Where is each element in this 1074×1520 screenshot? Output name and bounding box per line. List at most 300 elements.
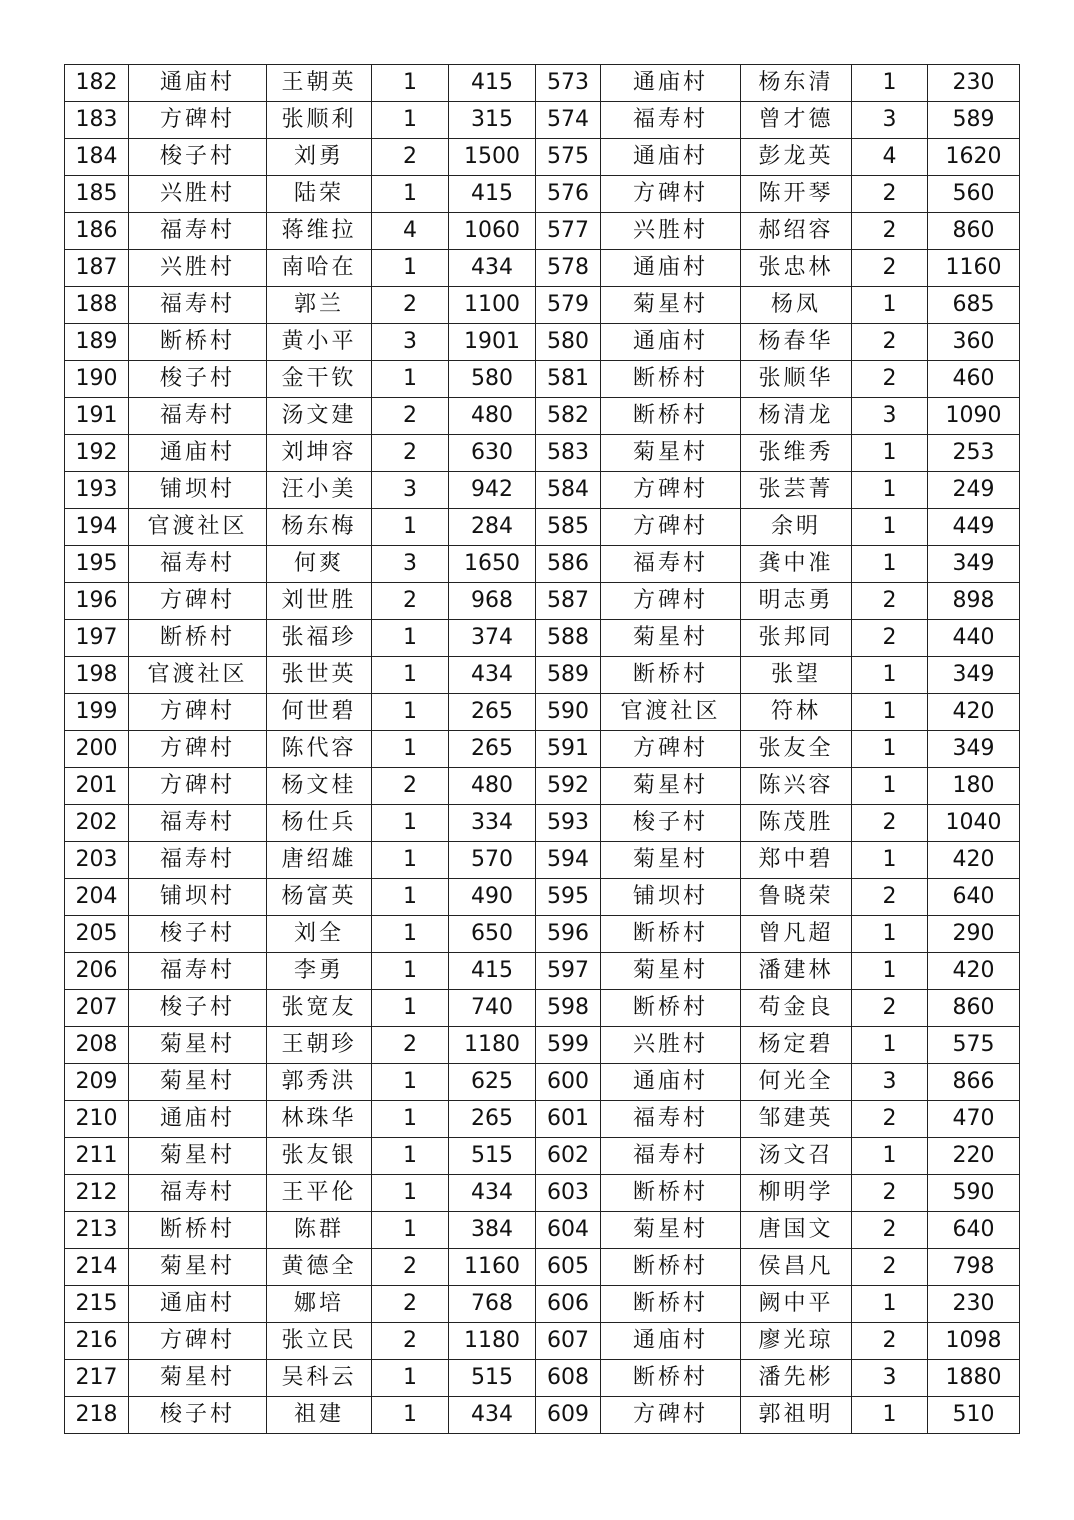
village-right-cell: 福寿村 <box>601 1101 741 1138</box>
name-right-cell: 郭祖明 <box>741 1397 852 1434</box>
name-left-cell: 陆荣 <box>267 176 372 213</box>
people-count-right-cell: 2 <box>852 1249 928 1286</box>
name-right-cell: 柳明学 <box>741 1175 852 1212</box>
village-right-cell: 福寿村 <box>601 102 741 139</box>
people-count-right-cell: 2 <box>852 250 928 287</box>
amount-right-cell: 420 <box>928 953 1020 990</box>
village-right-cell: 方碑村 <box>601 472 741 509</box>
name-right-cell: 张芸菁 <box>741 472 852 509</box>
village-left-cell: 梭子村 <box>129 990 267 1027</box>
people-count-right-cell: 2 <box>852 1101 928 1138</box>
village-right-cell: 通庙村 <box>601 139 741 176</box>
village-left-cell: 兴胜村 <box>129 250 267 287</box>
people-count-right-cell: 2 <box>852 620 928 657</box>
table-row <box>65 1175 1020 1212</box>
amount-right-cell: 249 <box>928 472 1020 509</box>
name-left-cell: 杨仕兵 <box>267 805 372 842</box>
amount-left-cell: 480 <box>449 768 536 805</box>
table-row <box>65 139 1020 176</box>
name-left-cell: 唐绍雄 <box>267 842 372 879</box>
people-count-left-cell: 1 <box>372 176 449 213</box>
village-right-cell: 断桥村 <box>601 1360 741 1397</box>
village-right-cell: 方碑村 <box>601 583 741 620</box>
people-count-right-cell: 1 <box>852 472 928 509</box>
village-left-cell: 断桥村 <box>129 620 267 657</box>
village-right-cell: 断桥村 <box>601 1249 741 1286</box>
name-left-cell: 祖建 <box>267 1397 372 1434</box>
serial-no-right-cell: 589 <box>536 657 601 694</box>
name-right-cell: 邹建英 <box>741 1101 852 1138</box>
amount-right-cell: 1040 <box>928 805 1020 842</box>
people-count-left-cell: 2 <box>372 1027 449 1064</box>
village-right-cell: 福寿村 <box>601 1138 741 1175</box>
name-right-cell: 余明 <box>741 509 852 546</box>
people-count-left-cell: 1 <box>372 250 449 287</box>
people-count-right-cell: 3 <box>852 1064 928 1101</box>
amount-left-cell: 1901 <box>449 324 536 361</box>
amount-left-cell: 265 <box>449 1101 536 1138</box>
name-left-cell: 何爽 <box>267 546 372 583</box>
name-left-cell: 郭秀洪 <box>267 1064 372 1101</box>
name-left-cell: 金干钦 <box>267 361 372 398</box>
name-left-cell: 吴科云 <box>267 1360 372 1397</box>
village-right-cell: 断桥村 <box>601 398 741 435</box>
amount-right-cell: 420 <box>928 694 1020 731</box>
table-row <box>65 1397 1020 1434</box>
name-left-cell: 汤文建 <box>267 398 372 435</box>
amount-left-cell: 515 <box>449 1138 536 1175</box>
village-left-cell: 兴胜村 <box>129 176 267 213</box>
name-right-cell: 符林 <box>741 694 852 731</box>
serial-no-right-cell: 600 <box>536 1064 601 1101</box>
serial-no-right-cell: 593 <box>536 805 601 842</box>
data-table <box>64 64 1020 1434</box>
name-right-cell: 唐国文 <box>741 1212 852 1249</box>
serial-no-right-cell: 582 <box>536 398 601 435</box>
village-left-cell: 官渡社区 <box>129 657 267 694</box>
village-right-cell: 方碑村 <box>601 1397 741 1434</box>
name-right-cell: 廖光琼 <box>741 1323 852 1360</box>
amount-left-cell: 415 <box>449 953 536 990</box>
people-count-left-cell: 2 <box>372 398 449 435</box>
village-left-cell: 铺坝村 <box>129 472 267 509</box>
village-right-cell: 菊星村 <box>601 953 741 990</box>
table-row <box>65 694 1020 731</box>
village-left-cell: 福寿村 <box>129 842 267 879</box>
people-count-left-cell: 3 <box>372 324 449 361</box>
amount-right-cell: 440 <box>928 620 1020 657</box>
table-row <box>65 361 1020 398</box>
people-count-left-cell: 1 <box>372 509 449 546</box>
people-count-left-cell: 1 <box>372 731 449 768</box>
village-right-cell: 铺坝村 <box>601 879 741 916</box>
serial-no-left-cell: 197 <box>65 620 129 657</box>
amount-left-cell: 1500 <box>449 139 536 176</box>
name-right-cell: 汤文召 <box>741 1138 852 1175</box>
amount-left-cell: 284 <box>449 509 536 546</box>
name-right-cell: 杨春华 <box>741 324 852 361</box>
serial-no-left-cell: 214 <box>65 1249 129 1286</box>
name-left-cell: 刘勇 <box>267 139 372 176</box>
table-row <box>65 731 1020 768</box>
table-row <box>65 324 1020 361</box>
amount-right-cell: 290 <box>928 916 1020 953</box>
village-right-cell: 官渡社区 <box>601 694 741 731</box>
village-left-cell: 福寿村 <box>129 287 267 324</box>
amount-right-cell: 898 <box>928 583 1020 620</box>
village-left-cell: 方碑村 <box>129 694 267 731</box>
people-count-right-cell: 1 <box>852 1286 928 1323</box>
serial-no-left-cell: 215 <box>65 1286 129 1323</box>
name-right-cell: 阙中平 <box>741 1286 852 1323</box>
amount-right-cell: 560 <box>928 176 1020 213</box>
amount-left-cell: 740 <box>449 990 536 1027</box>
people-count-left-cell: 2 <box>372 583 449 620</box>
village-right-cell: 方碑村 <box>601 731 741 768</box>
village-left-cell: 断桥村 <box>129 1212 267 1249</box>
name-right-cell: 张顺华 <box>741 361 852 398</box>
serial-no-left-cell: 182 <box>65 65 129 102</box>
people-count-left-cell: 2 <box>372 435 449 472</box>
village-left-cell: 通庙村 <box>129 435 267 472</box>
village-left-cell: 菊星村 <box>129 1138 267 1175</box>
name-right-cell: 张友全 <box>741 731 852 768</box>
amount-right-cell: 1098 <box>928 1323 1020 1360</box>
name-right-cell: 鲁晓荣 <box>741 879 852 916</box>
name-right-cell: 曾才德 <box>741 102 852 139</box>
serial-no-left-cell: 211 <box>65 1138 129 1175</box>
table-row <box>65 1212 1020 1249</box>
village-right-cell: 断桥村 <box>601 361 741 398</box>
village-left-cell: 方碑村 <box>129 1323 267 1360</box>
people-count-right-cell: 2 <box>852 213 928 250</box>
people-count-left-cell: 2 <box>372 768 449 805</box>
serial-no-left-cell: 210 <box>65 1101 129 1138</box>
serial-no-right-cell: 594 <box>536 842 601 879</box>
amount-left-cell: 315 <box>449 102 536 139</box>
people-count-right-cell: 1 <box>852 953 928 990</box>
people-count-right-cell: 1 <box>852 768 928 805</box>
people-count-right-cell: 1 <box>852 287 928 324</box>
amount-right-cell: 866 <box>928 1064 1020 1101</box>
people-count-left-cell: 1 <box>372 1212 449 1249</box>
amount-left-cell: 570 <box>449 842 536 879</box>
name-right-cell: 彭龙英 <box>741 139 852 176</box>
name-left-cell: 杨文桂 <box>267 768 372 805</box>
village-left-cell: 通庙村 <box>129 1101 267 1138</box>
amount-right-cell: 860 <box>928 990 1020 1027</box>
name-left-cell: 陈代容 <box>267 731 372 768</box>
amount-right-cell: 1160 <box>928 250 1020 287</box>
people-count-right-cell: 4 <box>852 139 928 176</box>
amount-left-cell: 480 <box>449 398 536 435</box>
serial-no-left-cell: 212 <box>65 1175 129 1212</box>
amount-left-cell: 434 <box>449 657 536 694</box>
village-right-cell: 菊星村 <box>601 287 741 324</box>
name-left-cell: 何世碧 <box>267 694 372 731</box>
name-right-cell: 陈兴容 <box>741 768 852 805</box>
people-count-left-cell: 3 <box>372 472 449 509</box>
village-right-cell: 断桥村 <box>601 1286 741 1323</box>
serial-no-right-cell: 598 <box>536 990 601 1027</box>
village-right-cell: 通庙村 <box>601 1323 741 1360</box>
name-right-cell: 明志勇 <box>741 583 852 620</box>
people-count-right-cell: 1 <box>852 509 928 546</box>
serial-no-right-cell: 599 <box>536 1027 601 1064</box>
village-right-cell: 菊星村 <box>601 620 741 657</box>
village-left-cell: 梭子村 <box>129 1397 267 1434</box>
amount-right-cell: 685 <box>928 287 1020 324</box>
name-left-cell: 南哈在 <box>267 250 372 287</box>
serial-no-right-cell: 596 <box>536 916 601 953</box>
amount-left-cell: 1650 <box>449 546 536 583</box>
amount-right-cell: 470 <box>928 1101 1020 1138</box>
name-left-cell: 刘全 <box>267 916 372 953</box>
people-count-right-cell: 3 <box>852 102 928 139</box>
name-left-cell: 汪小美 <box>267 472 372 509</box>
table-row <box>65 435 1020 472</box>
people-count-right-cell: 1 <box>852 657 928 694</box>
serial-no-right-cell: 602 <box>536 1138 601 1175</box>
serial-no-right-cell: 578 <box>536 250 601 287</box>
serial-no-right-cell: 591 <box>536 731 601 768</box>
name-left-cell: 张立民 <box>267 1323 372 1360</box>
name-left-cell: 杨东梅 <box>267 509 372 546</box>
name-left-cell: 刘世胜 <box>267 583 372 620</box>
table-row <box>65 1286 1020 1323</box>
village-left-cell: 福寿村 <box>129 953 267 990</box>
serial-no-left-cell: 192 <box>65 435 129 472</box>
village-right-cell: 福寿村 <box>601 546 741 583</box>
serial-no-left-cell: 189 <box>65 324 129 361</box>
serial-no-right-cell: 581 <box>536 361 601 398</box>
amount-right-cell: 220 <box>928 1138 1020 1175</box>
name-right-cell: 潘建林 <box>741 953 852 990</box>
people-count-right-cell: 1 <box>852 435 928 472</box>
village-right-cell: 方碑村 <box>601 176 741 213</box>
name-right-cell: 张望 <box>741 657 852 694</box>
amount-left-cell: 1180 <box>449 1323 536 1360</box>
village-right-cell: 通庙村 <box>601 250 741 287</box>
name-right-cell: 龚中准 <box>741 546 852 583</box>
table-row <box>65 1064 1020 1101</box>
amount-left-cell: 630 <box>449 435 536 472</box>
people-count-right-cell: 2 <box>852 361 928 398</box>
amount-left-cell: 384 <box>449 1212 536 1249</box>
name-right-cell: 潘先彬 <box>741 1360 852 1397</box>
table-row <box>65 990 1020 1027</box>
amount-right-cell: 798 <box>928 1249 1020 1286</box>
village-right-cell: 菊星村 <box>601 1212 741 1249</box>
people-count-right-cell: 2 <box>852 1212 928 1249</box>
serial-no-left-cell: 187 <box>65 250 129 287</box>
serial-no-left-cell: 203 <box>65 842 129 879</box>
name-left-cell: 张顺利 <box>267 102 372 139</box>
amount-left-cell: 374 <box>449 620 536 657</box>
name-left-cell: 陈群 <box>267 1212 372 1249</box>
people-count-right-cell: 3 <box>852 398 928 435</box>
name-left-cell: 王朝英 <box>267 65 372 102</box>
village-left-cell: 方碑村 <box>129 583 267 620</box>
people-count-right-cell: 1 <box>852 1397 928 1434</box>
amount-right-cell: 510 <box>928 1397 1020 1434</box>
name-left-cell: 蒋维拉 <box>267 213 372 250</box>
village-right-cell: 通庙村 <box>601 1064 741 1101</box>
serial-no-right-cell: 585 <box>536 509 601 546</box>
serial-no-right-cell: 605 <box>536 1249 601 1286</box>
name-left-cell: 刘坤容 <box>267 435 372 472</box>
table-row <box>65 102 1020 139</box>
serial-no-left-cell: 218 <box>65 1397 129 1434</box>
name-left-cell: 张宽友 <box>267 990 372 1027</box>
serial-no-right-cell: 603 <box>536 1175 601 1212</box>
people-count-left-cell: 1 <box>372 842 449 879</box>
table-row <box>65 472 1020 509</box>
people-count-left-cell: 1 <box>372 657 449 694</box>
serial-no-left-cell: 199 <box>65 694 129 731</box>
people-count-left-cell: 1 <box>372 65 449 102</box>
amount-left-cell: 625 <box>449 1064 536 1101</box>
people-count-left-cell: 2 <box>372 139 449 176</box>
village-left-cell: 菊星村 <box>129 1360 267 1397</box>
village-right-cell: 通庙村 <box>601 65 741 102</box>
serial-no-right-cell: 576 <box>536 176 601 213</box>
amount-left-cell: 415 <box>449 176 536 213</box>
table-row <box>65 1323 1020 1360</box>
village-left-cell: 菊星村 <box>129 1249 267 1286</box>
serial-no-left-cell: 216 <box>65 1323 129 1360</box>
people-count-left-cell: 2 <box>372 1323 449 1360</box>
table-row <box>65 546 1020 583</box>
people-count-left-cell: 1 <box>372 953 449 990</box>
people-count-left-cell: 2 <box>372 1286 449 1323</box>
table-row <box>65 1027 1020 1064</box>
people-count-right-cell: 1 <box>852 731 928 768</box>
name-right-cell: 陈茂胜 <box>741 805 852 842</box>
amount-left-cell: 1100 <box>449 287 536 324</box>
village-left-cell: 通庙村 <box>129 65 267 102</box>
amount-left-cell: 1180 <box>449 1027 536 1064</box>
village-left-cell: 断桥村 <box>129 324 267 361</box>
name-right-cell: 张邦同 <box>741 620 852 657</box>
people-count-right-cell: 2 <box>852 583 928 620</box>
table-row <box>65 509 1020 546</box>
serial-no-right-cell: 575 <box>536 139 601 176</box>
village-left-cell: 福寿村 <box>129 546 267 583</box>
table-row <box>65 1138 1020 1175</box>
name-right-cell: 侯昌凡 <box>741 1249 852 1286</box>
amount-right-cell: 1880 <box>928 1360 1020 1397</box>
people-count-left-cell: 1 <box>372 1360 449 1397</box>
village-right-cell: 方碑村 <box>601 509 741 546</box>
amount-left-cell: 968 <box>449 583 536 620</box>
village-right-cell: 菊星村 <box>601 842 741 879</box>
village-left-cell: 福寿村 <box>129 805 267 842</box>
serial-no-left-cell: 194 <box>65 509 129 546</box>
people-count-left-cell: 1 <box>372 1138 449 1175</box>
people-count-left-cell: 1 <box>372 694 449 731</box>
people-count-right-cell: 2 <box>852 1323 928 1360</box>
table-row <box>65 1101 1020 1138</box>
people-count-left-cell: 1 <box>372 1397 449 1434</box>
amount-right-cell: 420 <box>928 842 1020 879</box>
serial-no-right-cell: 601 <box>536 1101 601 1138</box>
people-count-right-cell: 1 <box>852 842 928 879</box>
amount-right-cell: 575 <box>928 1027 1020 1064</box>
serial-no-left-cell: 186 <box>65 213 129 250</box>
serial-no-right-cell: 573 <box>536 65 601 102</box>
name-left-cell: 娜培 <box>267 1286 372 1323</box>
village-left-cell: 方碑村 <box>129 102 267 139</box>
name-left-cell: 张友银 <box>267 1138 372 1175</box>
amount-right-cell: 253 <box>928 435 1020 472</box>
serial-no-right-cell: 583 <box>536 435 601 472</box>
name-right-cell: 苟金良 <box>741 990 852 1027</box>
serial-no-right-cell: 597 <box>536 953 601 990</box>
people-count-right-cell: 1 <box>852 65 928 102</box>
serial-no-right-cell: 609 <box>536 1397 601 1434</box>
table-row <box>65 842 1020 879</box>
serial-no-right-cell: 595 <box>536 879 601 916</box>
table-row <box>65 1249 1020 1286</box>
table-row <box>65 287 1020 324</box>
serial-no-left-cell: 191 <box>65 398 129 435</box>
amount-left-cell: 650 <box>449 916 536 953</box>
people-count-left-cell: 1 <box>372 916 449 953</box>
name-right-cell: 杨定碧 <box>741 1027 852 1064</box>
amount-right-cell: 349 <box>928 657 1020 694</box>
table-row <box>65 176 1020 213</box>
village-left-cell: 梭子村 <box>129 916 267 953</box>
village-right-cell: 断桥村 <box>601 1175 741 1212</box>
amount-right-cell: 349 <box>928 546 1020 583</box>
village-right-cell: 菊星村 <box>601 768 741 805</box>
serial-no-right-cell: 607 <box>536 1323 601 1360</box>
amount-right-cell: 360 <box>928 324 1020 361</box>
name-right-cell: 杨凤 <box>741 287 852 324</box>
village-right-cell: 兴胜村 <box>601 1027 741 1064</box>
name-left-cell: 郭兰 <box>267 287 372 324</box>
people-count-right-cell: 2 <box>852 990 928 1027</box>
people-count-left-cell: 2 <box>372 1249 449 1286</box>
village-left-cell: 官渡社区 <box>129 509 267 546</box>
amount-left-cell: 434 <box>449 1175 536 1212</box>
amount-left-cell: 434 <box>449 250 536 287</box>
serial-no-left-cell: 209 <box>65 1064 129 1101</box>
name-right-cell: 陈开琴 <box>741 176 852 213</box>
people-count-left-cell: 1 <box>372 102 449 139</box>
table-row <box>65 953 1020 990</box>
amount-right-cell: 460 <box>928 361 1020 398</box>
name-left-cell: 林珠华 <box>267 1101 372 1138</box>
name-left-cell: 杨富英 <box>267 879 372 916</box>
serial-no-left-cell: 202 <box>65 805 129 842</box>
village-left-cell: 福寿村 <box>129 398 267 435</box>
serial-no-left-cell: 201 <box>65 768 129 805</box>
people-count-left-cell: 1 <box>372 1064 449 1101</box>
table-row <box>65 583 1020 620</box>
serial-no-right-cell: 590 <box>536 694 601 731</box>
serial-no-right-cell: 580 <box>536 324 601 361</box>
village-left-cell: 铺坝村 <box>129 879 267 916</box>
people-count-right-cell: 1 <box>852 916 928 953</box>
table-body <box>65 65 1020 1434</box>
people-count-left-cell: 2 <box>372 287 449 324</box>
village-left-cell: 福寿村 <box>129 213 267 250</box>
village-left-cell: 通庙村 <box>129 1286 267 1323</box>
village-right-cell: 断桥村 <box>601 657 741 694</box>
serial-no-left-cell: 198 <box>65 657 129 694</box>
